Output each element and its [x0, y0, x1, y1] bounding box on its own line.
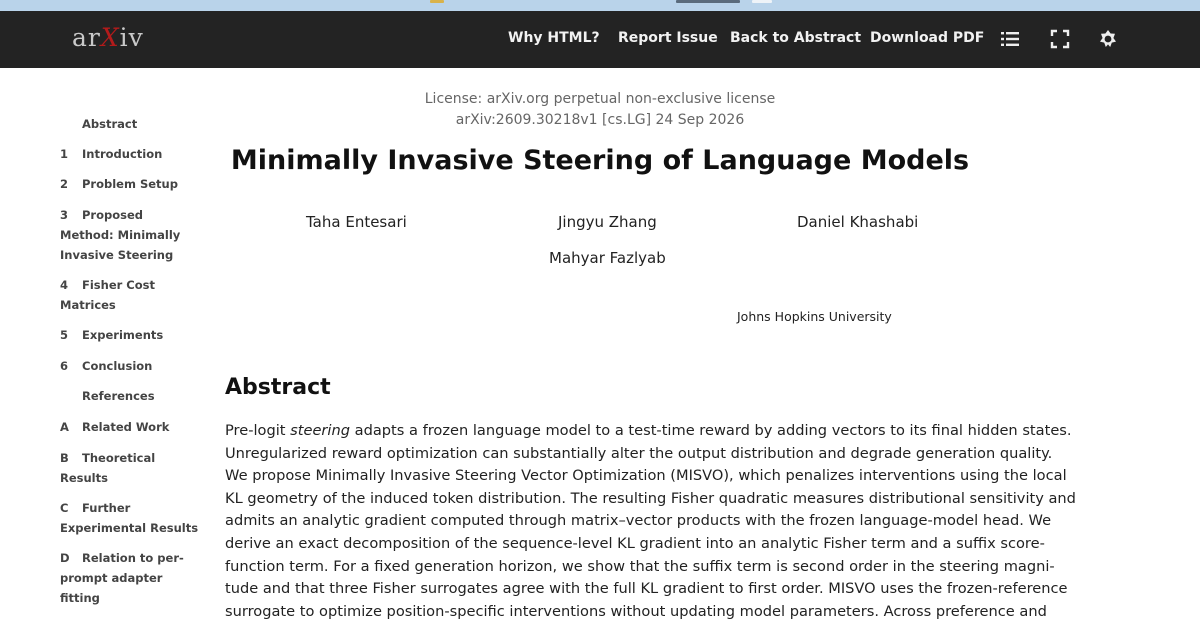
toc-item-introduction[interactable] — [60, 144, 200, 164]
toc-label: Introduction — [82, 147, 163, 161]
toc-item-fisher-cost-matrices[interactable] — [60, 275, 200, 315]
abstract-line: derive an exact decomposition of the sequence-level KL gradient into an analytic Fisher term and a suffix score- — [225, 534, 1045, 552]
abstract-text: adapts a frozen language model to a test-time reward by adding vectors to its final hidden states. — [350, 422, 1072, 439]
toc-label: Experiments — [82, 328, 164, 342]
toc-number: 2 — [60, 177, 69, 191]
logo-text-x: X — [100, 23, 120, 52]
toc-label: Further Experimental Results — [60, 501, 199, 535]
toc-label: Abstract — [82, 117, 138, 131]
toc-item-abstract[interactable] — [60, 114, 200, 134]
abstract-line: admits an analytic gradient computed through matrix–vector products with the frozen language-model head. We — [225, 512, 1052, 530]
logo-text-b: iv — [119, 23, 144, 52]
toc-label: Problem Setup — [82, 177, 178, 191]
abstract-line: tude and that three Fisher surrogates agree with the full KL gradient to first order. MISVO uses the frozen-reference — [225, 580, 1068, 598]
toc-label: Conclusion — [82, 359, 153, 373]
abstract-line: surrogate to optimize position-specific interventions without updating model parameters. Across preference and — [225, 602, 1047, 620]
toc-number: 3 — [60, 208, 69, 222]
toc-number: C — [60, 501, 69, 515]
affiliation: Johns Hopkins University — [737, 309, 892, 324]
toc-item-theoretical-results[interactable] — [60, 448, 200, 488]
toc-number: 4 — [60, 278, 69, 292]
fullscreen-icon[interactable] — [1049, 28, 1071, 50]
announcement-banner — [0, 0, 1200, 11]
toc-item-conclusion[interactable] — [60, 356, 200, 376]
toc-item-relation-to-adapter-fitting[interactable] — [60, 548, 200, 608]
abstract-line: function term. For a fixed generation horizon, we show that the suffix term is second order in the steering magni- — [225, 557, 1055, 575]
toc-label: Proposed Method: Minimally Invasive Steering — [60, 208, 181, 262]
theme-toggle-icon[interactable] — [1097, 28, 1119, 50]
toc-number: A — [60, 420, 69, 434]
toc-label: Theoretical Results — [60, 451, 156, 485]
toc-item-problem-setup[interactable] — [60, 174, 200, 194]
report-issue-link[interactable]: Report Issue — [618, 30, 718, 46]
author-name: Taha Entesari — [306, 213, 407, 231]
abstract-heading: Abstract — [225, 375, 331, 400]
toc-number: 1 — [60, 147, 69, 161]
toc-number: 5 — [60, 328, 69, 342]
back-to-abstract-link[interactable]: Back to Abstract — [730, 30, 862, 46]
logo-text-a: ar — [72, 23, 101, 52]
license-text[interactable]: License: arXiv.org perpetual non-exclusive license — [424, 91, 776, 107]
toc-label: Related Work — [82, 420, 170, 434]
toc-item-experiments[interactable] — [60, 325, 200, 345]
toc-number: B — [60, 451, 69, 465]
toc-item-references[interactable] — [60, 386, 200, 406]
arxiv-id: arXiv:2609.30218v1 [cs.LG] 24 Sep 2026 — [455, 112, 745, 128]
author-name: Jingyu Zhang — [558, 213, 657, 231]
abstract-line: KL geometry of the induced token distribution. The resulting Fisher quadratic measures distributional sensitivity and — [225, 489, 1076, 507]
toc-number: 6 — [60, 359, 69, 373]
abstract-line: We propose Minimally Invasive Steering Vector Optimization (MISVO), which penalizes interventions using the local — [225, 467, 1067, 485]
abstract-line: Unregularized reward optimization can substantially alter the output distribution and degrade generation quality. — [225, 444, 1053, 462]
author-name: Mahyar Fazlyab — [549, 249, 666, 267]
toc-label: Fisher Cost Matrices — [60, 278, 155, 312]
abstract-text: Pre-logit — [225, 422, 291, 439]
arxiv-logo[interactable] — [72, 23, 144, 52]
toc-item-related-work[interactable] — [60, 417, 200, 437]
toc-label: Relation to per-prompt adapter fitting — [60, 551, 184, 605]
abstract-body — [225, 420, 1076, 623]
paper-title: Minimally Invasive Steering of Language Models — [230, 145, 970, 176]
abstract-line — [225, 420, 1072, 443]
author-name: Daniel Khashabi — [797, 213, 919, 231]
download-pdf-link[interactable]: Download PDF — [870, 30, 985, 46]
toc-item-further-experimental-results[interactable] — [60, 498, 200, 538]
toc-label: References — [82, 389, 155, 403]
toc-item-proposed-method[interactable] — [60, 205, 200, 265]
list-icon[interactable] — [999, 28, 1021, 50]
abstract-emphasis: steering — [290, 422, 350, 439]
site-header — [0, 11, 1200, 68]
why-html-link[interactable]: Why HTML? — [508, 30, 600, 46]
toc-number: D — [60, 551, 70, 565]
